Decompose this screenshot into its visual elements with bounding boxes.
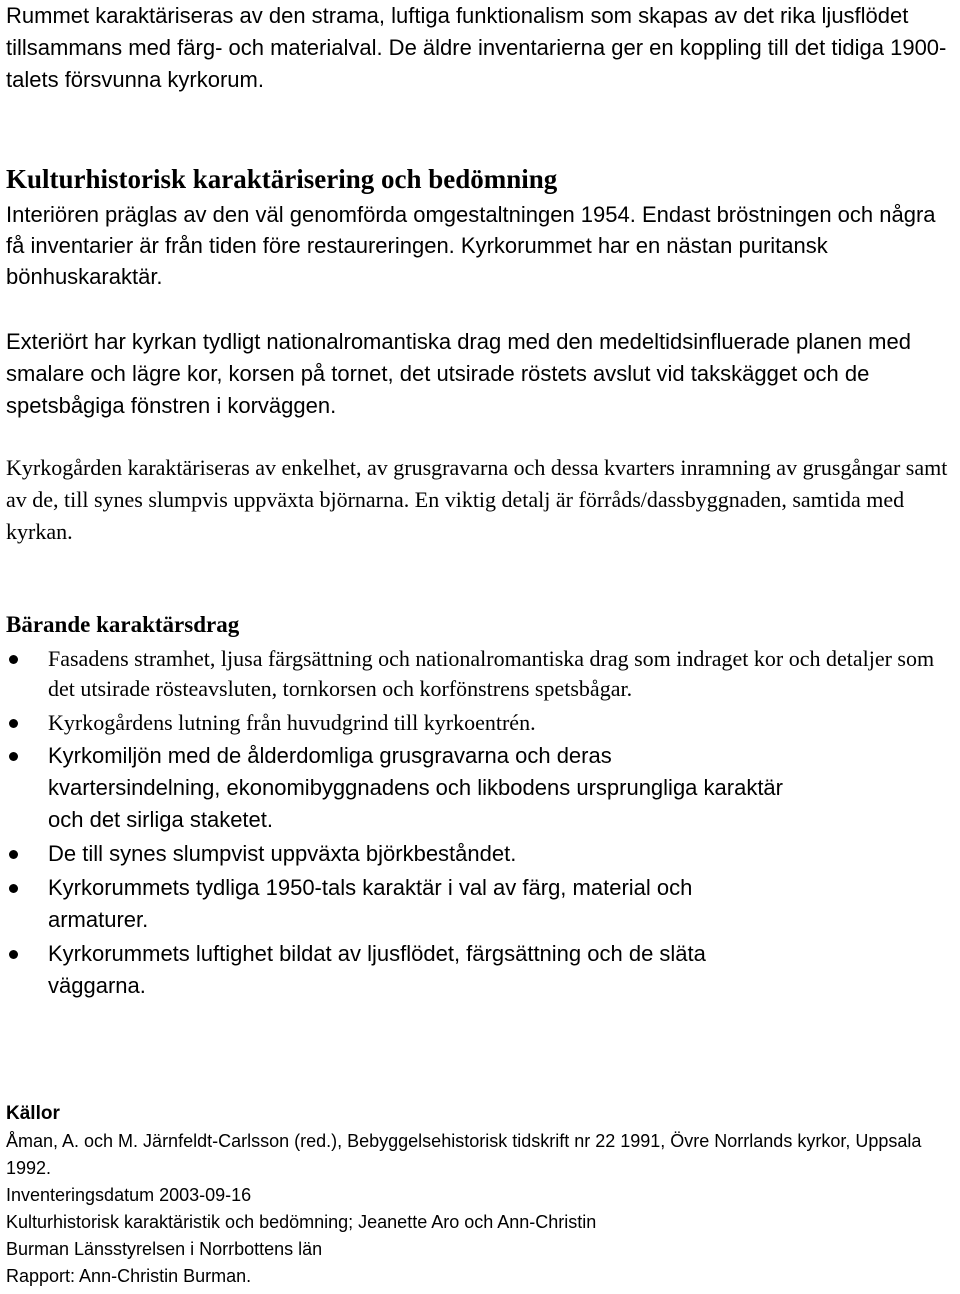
- list-item: Fasadens stramhet, ljusa färgsättning och nationalromantiska drag som indraget kor och detaljer som det utsirade rösteavsluten, tornkorsen och korfönstrens spetsbågar.: [6, 644, 960, 704]
- reference-line: Kulturhistorisk karaktäristik och bedömning; Jeanette Aro och Ann-Christin: [6, 1212, 597, 1232]
- reference-line: Inventeringsdatum 2003-09-16: [6, 1185, 252, 1205]
- kallor-heading: Källor: [6, 1103, 60, 1124]
- barande-heading: Bärande karaktärsdrag: [6, 612, 240, 637]
- barande-list: [6, 640, 960, 1002]
- list-item: Kyrkorummets luftighet bildat av ljusflödet, färgsättning och de släta väggarna.: [6, 938, 788, 1002]
- intro-paragraph: Rummet karaktäriseras av den strama, luftiga funktionalism som skapas av det rika ljusflödet tillsammans med färg- och materialval. De äldre inventarierna ger en koppling till det tidiga 1900-talets försvunna kyrkorum.: [6, 3, 947, 92]
- kulturhistorisk-heading: Kulturhistorisk karaktärisering och bedömning: [6, 164, 558, 194]
- reference-line: Burman Länsstyrelsen i Norrbottens län: [6, 1239, 323, 1259]
- list-item: Kyrkomiljön med de ålderdomliga grusgravarna och deras kvartersindelning, ekonomibyggnadens och likbodens ursprungliga karaktär och det sirliga staketet.: [6, 740, 788, 836]
- list-item: Kyrkogårdens lutning från huvudgrind till kyrkoentrén.: [6, 708, 960, 738]
- reference-line: Rapport: Ann-Christin Burman.: [6, 1266, 252, 1286]
- reference-line: Åman, A. och M. Järnfeldt-Carlsson (red.), Bebyggelsehistorisk tidskrift nr 22 1991, Övre Norrlands kyrkor, Uppsala 1992.: [6, 1131, 922, 1178]
- list-item: Kyrkorummets tydliga 1950-tals karaktär i val av färg, material och armaturer.: [6, 872, 788, 936]
- list-item: De till synes slumpvist uppväxta björkbeståndet.: [6, 838, 788, 870]
- kyrkogard-paragraph: Kyrkogården karaktäriseras av enkelhet, av grusgravarna och dessa kvarters inramning av grusgångar samt av de, till synes slumpvis uppväxta björnarna. En viktig detalj är förråds/dassbyggnaden, samtida med kyrkan.: [6, 455, 948, 544]
- interior-paragraph: Interiören präglas av den väl genomförda omgestaltningen 1954. Endast bröstningen och några få inventarier är från tiden före restaureringen. Kyrkorummet har en nästan puritansk bönhuskaraktär.: [6, 202, 936, 289]
- references: [6, 1128, 956, 1290]
- exterior-paragraph: Exteriört har kyrkan tydligt nationalromantiska drag med den medeltidsinfluerade planen med smalare och lägre kor, korsen på tornet, det utsirade röstets avslut vid takskägget och de spetsbågiga fönstren i korväggen.: [6, 329, 911, 418]
